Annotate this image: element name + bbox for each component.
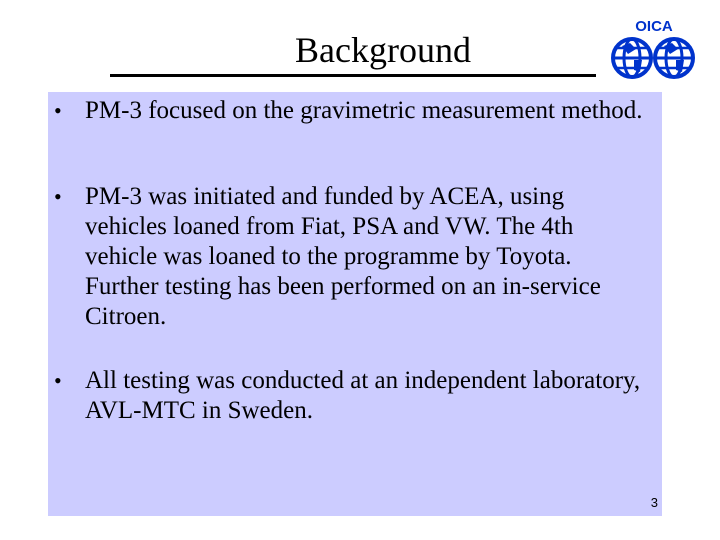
- bullet-item: [54, 96, 646, 126]
- page-number: 3: [650, 495, 658, 510]
- logo-text: OICA: [635, 18, 673, 35]
- bullet-item: [54, 182, 646, 332]
- slide-title: Background: [295, 30, 471, 70]
- bullet-marker: •: [54, 368, 62, 393]
- content-panel: [48, 92, 662, 516]
- globe-right-icon: [655, 39, 693, 77]
- oica-logo-icon: [604, 16, 704, 86]
- bullet-item: [54, 366, 646, 426]
- bullet-marker: •: [54, 184, 62, 209]
- bullet-text: All testing was conducted at an independent laboratory, AVL-MTC in Sweden.: [85, 367, 641, 424]
- bullet-text: PM-3 was initiated and funded by ACEA, using vehicles loaned from Fiat, PSA and VW. The 4th vehicle was loaned to the programme by Toyota. Further testing has been performed on an in-service Citroen.: [85, 183, 601, 330]
- globe-left-icon: [613, 39, 651, 77]
- bullet-marker: •: [54, 98, 62, 123]
- bullet-text: PM-3 focused on the gravimetric measurement method.: [85, 97, 643, 124]
- title-underline: [110, 74, 596, 77]
